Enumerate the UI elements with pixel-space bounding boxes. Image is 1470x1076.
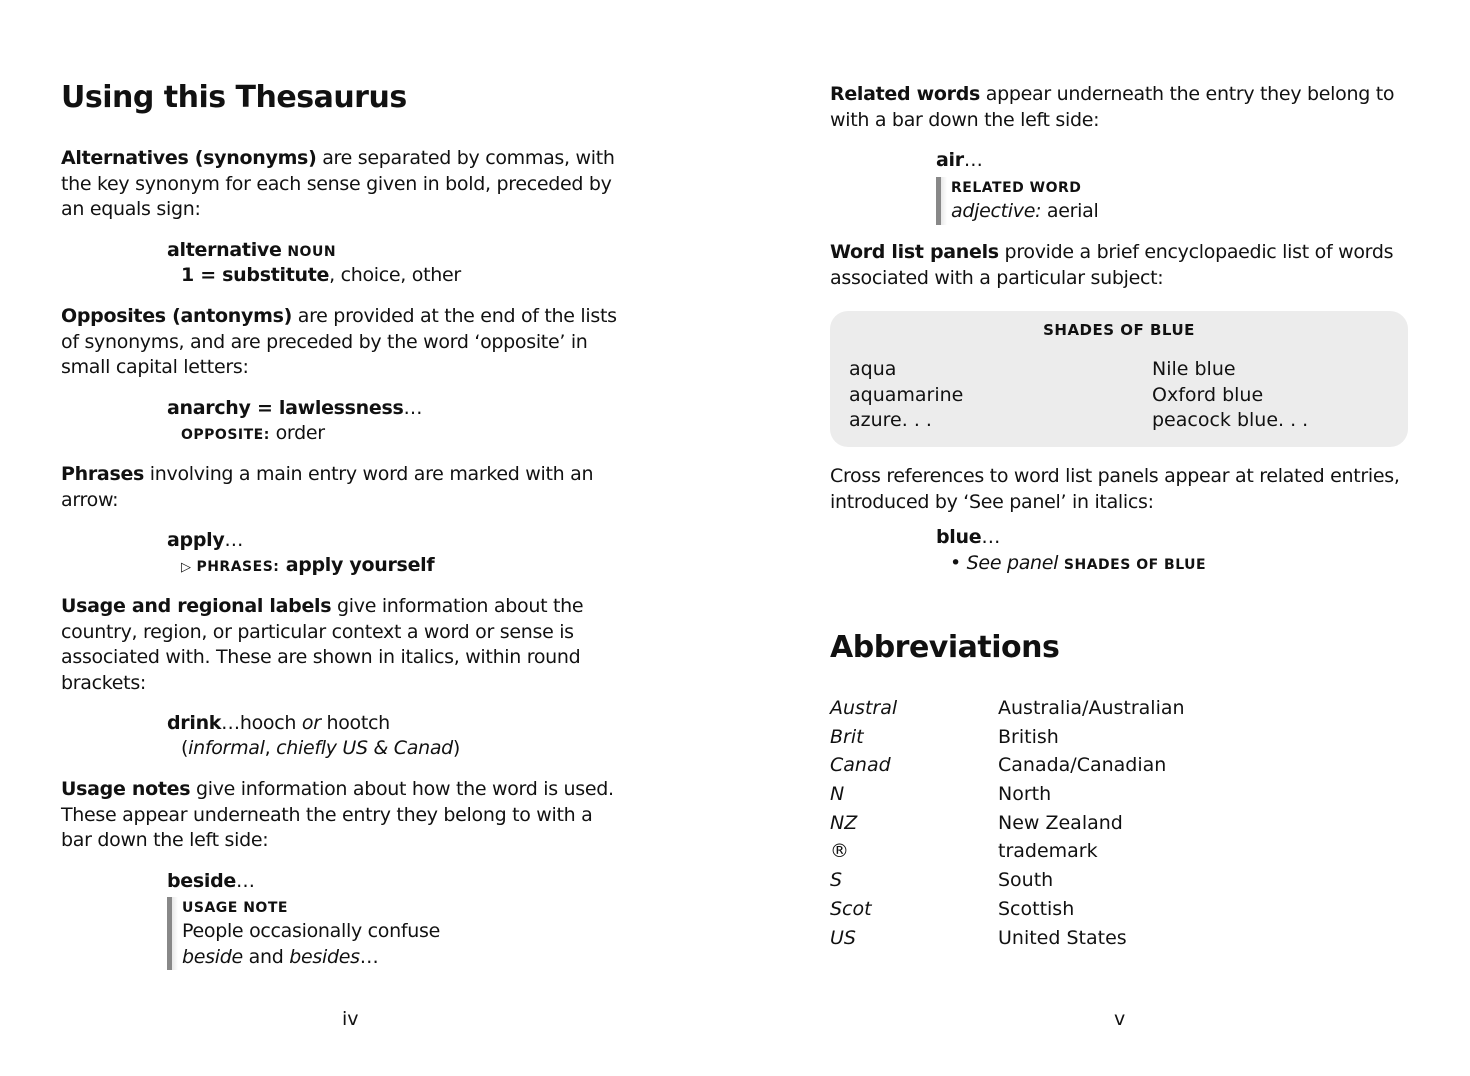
headword: air xyxy=(936,149,964,171)
notes-text: give information about how the word is used. These appear underneath the entry they belong to with a bar down the left side: xyxy=(61,778,614,851)
key-synonym: substitute xyxy=(222,264,330,286)
headword: anarchy xyxy=(167,397,251,419)
ellipsis: … xyxy=(403,397,423,419)
key-synonym: = lawlessness xyxy=(250,397,404,419)
abbreviation: S xyxy=(830,869,843,891)
abbreviation: NZ xyxy=(830,812,858,834)
phrases-example-line xyxy=(181,553,434,581)
labels-example-headword xyxy=(167,711,390,737)
phrase-value: apply yourself xyxy=(279,554,435,576)
cross-reference-paragraph: Cross references to word list panels appear at related entries, introduced by ‘See panel’ in italics: xyxy=(830,465,1400,513)
abbreviation: Brit xyxy=(830,726,864,748)
abbreviation-meaning: Australia/Australian xyxy=(998,697,1185,719)
related-word-box xyxy=(936,177,1098,225)
usage-note-box xyxy=(167,897,440,970)
opposites-paragraph xyxy=(61,304,626,381)
panel-title: SHADES OF BLUE xyxy=(1043,321,1195,339)
abbreviation-meaning: New Zealand xyxy=(998,812,1123,834)
opposite-value: order xyxy=(269,422,325,444)
related-text: appear underneath the entry they belong to with a bar down the left side: xyxy=(830,83,1395,131)
close-bracket: ) xyxy=(452,737,461,759)
beside-word: beside xyxy=(182,945,243,968)
panel-reference: SHADES OF BLUE xyxy=(1063,557,1207,573)
opposites-example-headword xyxy=(167,396,422,422)
phrases-lead: Phrases xyxy=(61,463,145,485)
panel-column-1 xyxy=(849,357,963,434)
alternatives-example-sense xyxy=(181,263,461,289)
part-of-speech: NOUN xyxy=(287,244,337,260)
abbreviation-meaning: United States xyxy=(998,927,1127,949)
notes-lead: Usage notes xyxy=(61,778,191,800)
ellipsis: … xyxy=(981,526,1001,548)
headword: beside xyxy=(167,870,236,892)
headword: blue xyxy=(936,526,982,548)
alternatives-example-headword xyxy=(167,238,336,266)
list-item: Nile blue xyxy=(1152,358,1236,380)
labels-paragraph xyxy=(61,594,596,696)
ellipsis: … xyxy=(963,149,983,171)
synonym-list: , choice, other xyxy=(329,264,461,286)
list-item: aquamarine xyxy=(849,383,964,406)
or-word: or xyxy=(301,712,321,734)
abbreviation: ® xyxy=(830,840,849,862)
labels-lead: Usage and regional labels xyxy=(61,595,332,617)
table-row xyxy=(830,726,1390,755)
ellipsis: … xyxy=(359,945,379,968)
alternatives-text: are separated by commas, with the key synonym for each sense given in bold, preceded by an equals sign: xyxy=(61,147,615,220)
related-paragraph xyxy=(830,82,1400,133)
usage-note-line-2 xyxy=(182,945,440,971)
abbreviations-table xyxy=(830,697,1390,967)
table-row xyxy=(830,812,1390,841)
alternatives-paragraph xyxy=(61,146,626,223)
usage-note-line: People occasionally confuse xyxy=(182,920,440,942)
abbreviation: Scot xyxy=(830,898,872,920)
notes-example-headword xyxy=(167,869,255,895)
abbreviation: N xyxy=(830,783,845,805)
abbreviation-meaning: British xyxy=(998,726,1059,748)
abbreviation: Canad xyxy=(830,754,891,776)
open-bracket: ( xyxy=(181,737,189,759)
page-number-left: iv xyxy=(342,1008,359,1030)
table-row xyxy=(830,840,1390,869)
see-panel-label: See panel xyxy=(966,552,1059,574)
list-item: aqua xyxy=(849,358,897,380)
opposites-text: are provided at the end of the lists of synonyms, and are preceded by the word ‘opposite’ in small capital letters: xyxy=(61,305,617,378)
list-item: azure. . . xyxy=(849,409,932,431)
headword: drink xyxy=(167,712,222,734)
comma: , xyxy=(264,737,277,759)
page-title: Using this Thesaurus xyxy=(61,80,407,115)
related-word-label: RELATED WORD xyxy=(951,180,1082,196)
abbreviation: Austral xyxy=(830,697,898,719)
labels-text: give information about the country, region, or particular context a word or sense is associated with. These are shown in italics, within round brackets: xyxy=(61,595,584,694)
bullet: • xyxy=(950,552,961,574)
abbreviations-title: Abbreviations xyxy=(830,630,1060,665)
abbreviation-meaning: North xyxy=(998,783,1052,805)
headword: alternative xyxy=(167,239,282,261)
table-row xyxy=(830,697,1390,726)
phrases-text: involving a main entry word are marked with an arrow: xyxy=(61,463,594,511)
opposites-example-line xyxy=(181,421,325,449)
labels-example-line xyxy=(181,736,460,762)
related-lead: Related words xyxy=(830,83,981,105)
list-item: Oxford blue xyxy=(1152,383,1264,406)
abbreviation-meaning: trademark xyxy=(998,840,1098,862)
synonym-variant: hootch xyxy=(320,712,390,734)
table-row xyxy=(830,927,1390,956)
cross-example-headword xyxy=(936,525,1000,551)
cross-example-line xyxy=(950,551,1206,579)
table-row xyxy=(830,754,1390,783)
wordlist-paragraph xyxy=(830,240,1405,291)
phrases-example-headword xyxy=(167,528,243,554)
wordlist-text: provide a brief encyclopaedic list of words associated with a particular subject: xyxy=(830,241,1394,289)
page-number-right: v xyxy=(1114,1008,1126,1030)
wordlist-lead: Word list panels xyxy=(830,241,999,263)
opposite-label: OPPOSITE: xyxy=(181,427,270,443)
adjective-label: adjective: xyxy=(951,200,1042,222)
and-word: and xyxy=(242,945,290,968)
word-list-panel xyxy=(830,311,1408,447)
related-word-line xyxy=(951,199,1098,225)
sense-number: 1 = xyxy=(181,264,223,286)
phrases-paragraph xyxy=(61,462,626,513)
related-value: aerial xyxy=(1041,200,1099,222)
phrases-label: PHRASES: xyxy=(196,559,280,575)
alternatives-lead: Alternatives (synonyms) xyxy=(61,147,317,169)
abbreviation: US xyxy=(830,927,856,949)
table-row xyxy=(830,869,1390,898)
ellipsis: … xyxy=(224,529,244,551)
notes-paragraph xyxy=(61,777,626,854)
table-row xyxy=(830,783,1390,812)
arrow-icon: ▷ xyxy=(181,560,191,575)
informal-label: informal xyxy=(188,737,265,759)
abbreviation-meaning: Scottish xyxy=(998,898,1075,920)
usage-note-label: USAGE NOTE xyxy=(182,900,288,916)
ellipsis: … xyxy=(236,870,255,892)
headword: apply xyxy=(167,529,225,551)
related-example-headword xyxy=(936,148,983,174)
panel-column-2 xyxy=(1152,357,1308,434)
table-row xyxy=(830,898,1390,927)
synonym: …hooch xyxy=(221,712,302,734)
regional-label: chiefly US & Canad xyxy=(276,737,453,759)
abbreviation-meaning: Canada/Canadian xyxy=(998,754,1167,776)
opposites-lead: Opposites (antonyms) xyxy=(61,305,292,327)
list-item: peacock blue. . . xyxy=(1152,409,1309,431)
besides-word: besides xyxy=(289,945,360,968)
abbreviation-meaning: South xyxy=(998,869,1054,891)
